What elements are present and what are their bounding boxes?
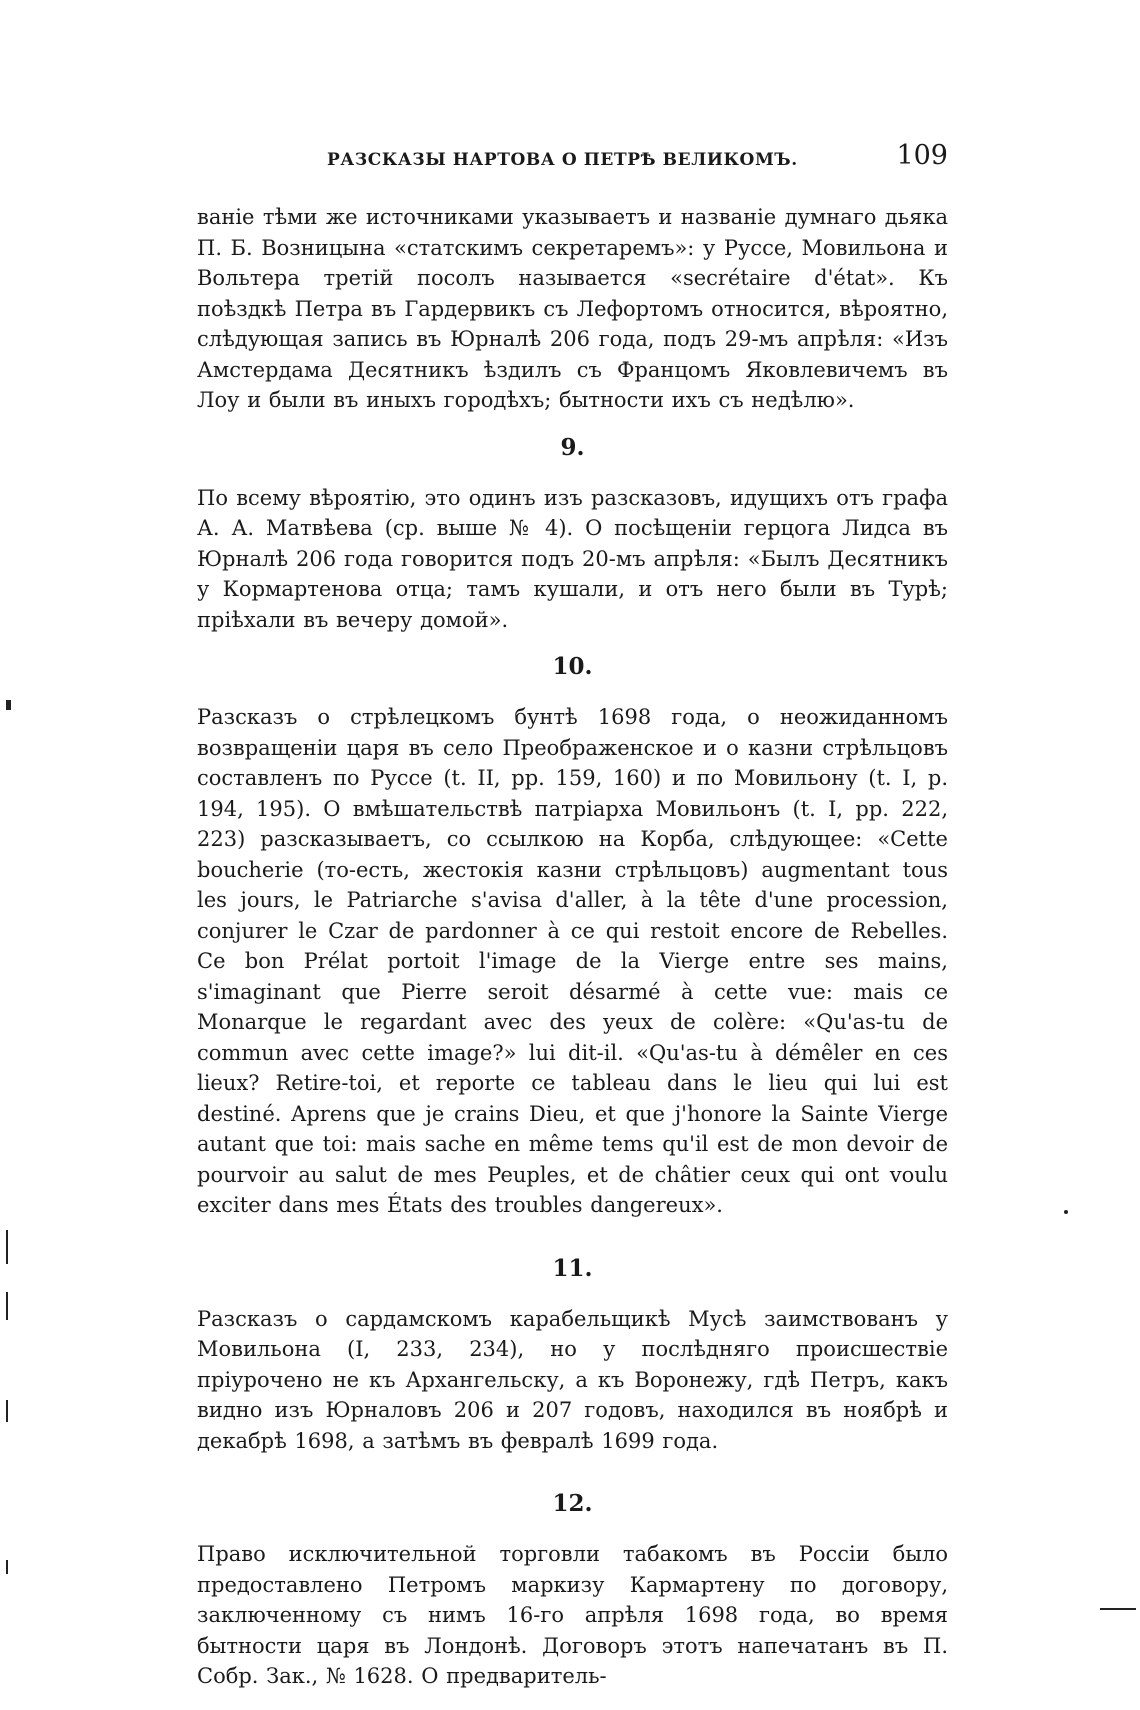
section-10-paragraph: Разсказъ о стрѣлецкомъ бунтѣ 1698 года, о неожиданномъ возвращеніи царя въ село Преображенское и о казни стрѣльцовъ составленъ по Руссе (t. II, pp. 159, 160) и по Мовильону (t. I, p. 194, 195). О вмѣшательствѣ патріарха Мовильонъ (t. I, pp. 222, 223) разсказываетъ, со ссылкою на Корба, слѣдующее: «Cette boucherie (то-есть, жестокія казни стрѣльцовъ) augmentant tous les jours, le Patriarche s'avisa d'aller, à la tête d'une procession, conjurer le Czar de pardonner à ce qui restoit encore de Rebelles. Ce bon Prélat portoit l'image de la Vierge entre ses mains, s'imaginant que Pierre seroit désarmé à cette vue: mais ce Monarque le regardant avec des yeux de colère: «Qu'as-tu de commun avec cette image?» lui dit-il. «Qu'as-tu à démêler en ces lieux? Retire-toi, et reporte ce tableau dans le lieu qui lui est destiné. Aprens que je crains Dieu, et que j'honore la Sainte Vierge autant que toi: mais sache en même tems qu'il est de mon devoir de pourvoir au salut de mes Peuples, et de châtier ceux qui ont voulu exciter dans mes États des troubles dangereux». <box>197 705 948 1217</box>
scan-mark-right-line <box>1100 1608 1136 1610</box>
section-12-paragraph: Право исключительной торговли табакомъ въ Россіи было предоставлено Петромъ маркизу Кармартену по договору, заключенному съ нимъ 16-го апрѣля 1698 года, во время бытности царя въ Лондонѣ. Договоръ этотъ напечатанъ въ П. Собр. Зак., № 1628. О предваритель- <box>197 1542 948 1688</box>
section-number-11: 11. <box>552 1254 593 1282</box>
section-11-paragraph: Разсказъ о сардамскомъ карабельщикѣ Мусѣ заимствованъ у Мовильона (I, 233, 234), но у послѣдняго происшествіе пріурочено не къ Архангельску, а къ Воронежу, гдѣ Петръ, какъ видно изъ Юрналовъ 206 и 207 годовъ, находился въ ноябрѣ и декабрѣ 1698, а затѣмъ въ февралѣ 1699 года. <box>197 1306 948 1453</box>
scan-mark-left-tick <box>6 1292 8 1320</box>
section-9-paragraph: По всему вѣроятію, это одинъ изъ разсказовъ, идущихъ отъ графа А. А. Матвѣева (ср. выше № 4). О посѣщеніи герцога Лидса въ Юрналѣ 206 года говорится подъ 20-мъ апрѣля: «Былъ Десятникъ у Кормартенова отца; тамъ кушали, и отъ него были въ Турѣ; пріѣхали въ вечеру домой». <box>197 485 948 632</box>
scan-mark-left-tick <box>6 1560 8 1574</box>
section-number-10: 10. <box>552 653 593 680</box>
book-page <box>197 140 948 1692</box>
section-number-9: 9. <box>560 433 585 461</box>
running-head <box>197 140 948 176</box>
scan-mark-left-arrow <box>6 700 11 710</box>
continuation-paragraph: ваніе тѣми же источниками указываетъ и названіе думнаго дьяка П. Б. Возницына «статскимъ секретаремъ»: у Руссе, Мовильона и Вольтера третій посолъ называется «secrétaire d'état». Къ поѣздкѣ Петра въ Гардервикъ съ Лефортомъ относится, вѣроятно, слѣдующая запись въ Юрналѣ 206 года, подъ 29-мъ апрѣля: «Изъ Амстердама Десятникъ ѣздилъ съ Францомъ Яковлевичемъ въ Лоу и были въ иныхъ городѣхъ; бытности ихъ съ недѣлю». <box>197 205 948 412</box>
page-number: 109 <box>896 140 948 171</box>
section-number-12: 12. <box>552 1490 593 1517</box>
scan-mark-left-tick <box>6 1230 8 1264</box>
scan-mark-left-tick <box>6 1400 8 1422</box>
running-title: РАЗСКАЗЫ НАРТОВА О ПЕТРѢ ВЕЛИКОМЪ. <box>327 150 798 170</box>
scan-mark-right-dot <box>1064 1210 1068 1214</box>
